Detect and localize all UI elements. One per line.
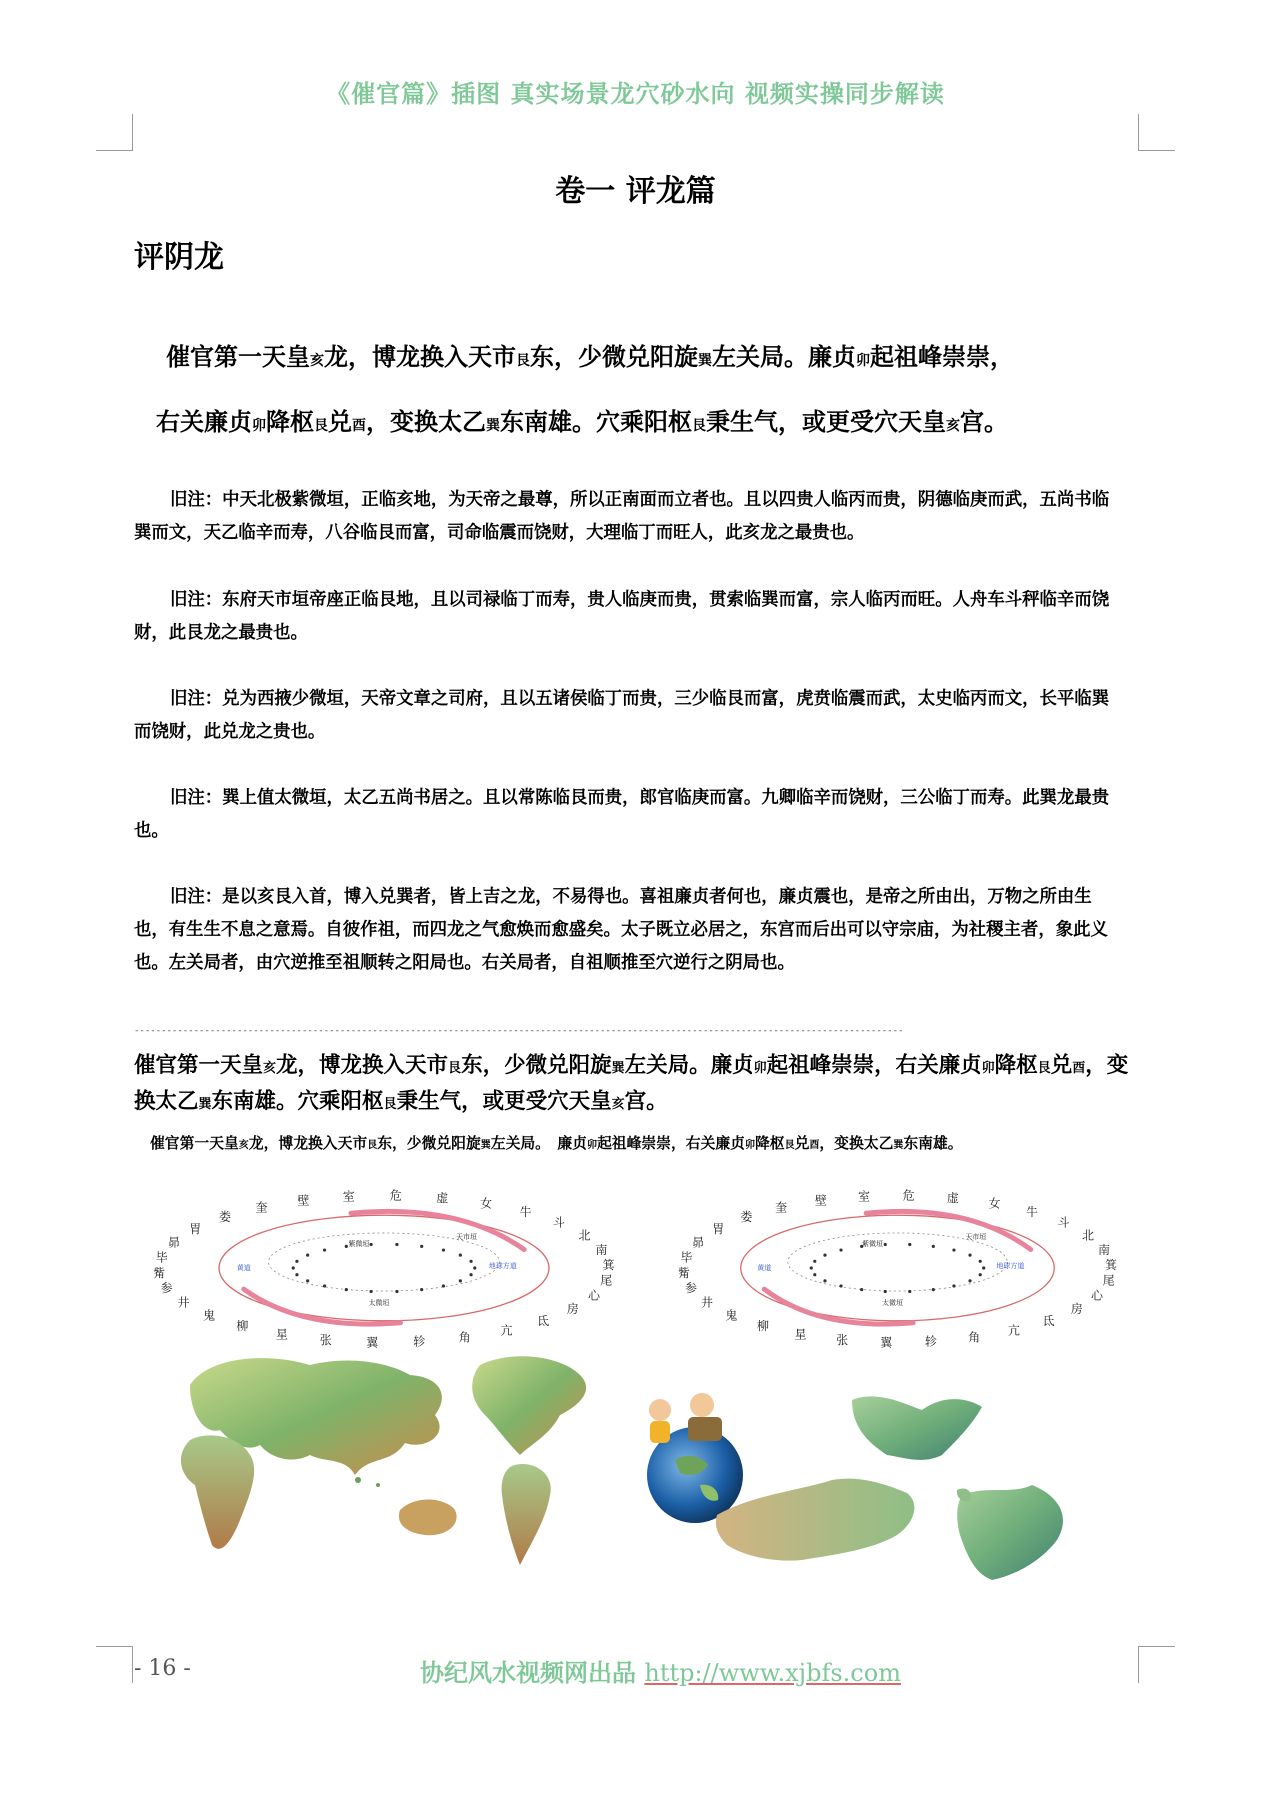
mansion-label: 星	[275, 1327, 288, 1342]
direction-annotation: 卯	[981, 1061, 995, 1076]
verse-text: 东南雄。穴乘阳枢	[211, 1089, 384, 1114]
south-america-shape	[502, 1464, 551, 1565]
star-dot	[932, 1245, 935, 1248]
star-dot	[968, 1254, 971, 1257]
mansion-label: 氐	[1042, 1314, 1055, 1329]
note-paragraph: 旧注：中天北极紫微垣，正临亥地，为天帝之最尊，所以正南面而立者也。且以四贵人临丙而贵，阴德临庚而武，五尚书临巽而文，天乙临辛而寿，八谷临艮而富，司命临震而饶财，大理临丁而旺人，此亥龙之最贵也。	[134, 490, 1110, 543]
note-paragraph: 旧注：兑为西掖少微垣，天帝文章之司府，且以五诸侯临丁而贵，三少临艮而富，虎贲临震而武，太史临丙而文，长平临巽而饶财，此兑龙之贵也。	[134, 689, 1110, 742]
diagram-label: 地球方道	[488, 1262, 517, 1270]
verse-text: 东，少微兑阳旋	[530, 342, 698, 371]
star-dot	[459, 1254, 462, 1257]
verse-repeat	[134, 1049, 1134, 1121]
verse-text: 兑	[328, 407, 352, 436]
star-dot	[442, 1248, 445, 1251]
mansion-label: 毕	[680, 1250, 693, 1265]
verse-text: 降枢	[994, 1053, 1038, 1078]
crop-mark-top-left	[96, 114, 133, 151]
mansion-label: 虚	[946, 1190, 959, 1205]
mansion-label: 尾	[1102, 1273, 1115, 1288]
direction-annotation: 艮	[1037, 1061, 1051, 1076]
mansion-label: 奎	[775, 1200, 788, 1215]
star-dot	[839, 1248, 842, 1251]
verse-text: 东南雄。	[903, 1135, 963, 1152]
star-dot	[952, 1284, 955, 1287]
diagram-label: 黄道	[757, 1264, 772, 1272]
star-dot	[952, 1248, 955, 1251]
star-dot	[968, 1279, 971, 1282]
mansion-label: 壁	[297, 1193, 310, 1208]
mansion-label: 南	[1097, 1242, 1110, 1257]
mansion-label: 斗	[552, 1215, 565, 1230]
verse-text: 降枢	[754, 1135, 785, 1152]
star-dot	[839, 1284, 842, 1287]
star-map-left	[134, 1180, 634, 1350]
diagram-label: 天市垣	[456, 1232, 477, 1241]
star-dot	[469, 1260, 472, 1263]
mansion-label: 南	[595, 1242, 608, 1257]
mansion-label: 柳	[756, 1319, 769, 1334]
direction-annotation: 卯	[753, 1061, 767, 1076]
mansion-label: 胃	[189, 1221, 202, 1236]
chapter-title: 卷一 评龙篇	[555, 174, 716, 209]
mansion-label: 鬼	[725, 1308, 738, 1323]
direction-annotation: 艮	[516, 353, 530, 369]
mansion-label: 井	[177, 1295, 190, 1310]
star-dot	[469, 1273, 472, 1276]
verse-text: 催官第一天皇	[150, 1135, 239, 1152]
note-paragraph: 旧注：是以亥艮入首，博入兑巽者，皆上吉之龙，不易得也。喜祖廉贞者何也，廉贞震也，是帝之所由出，万物之所由生也，有生生不息之意焉。自彼作祖，而四龙之气愈焕而愈盛矣。太子既立必居之，东宫而后出可以守宗庙，为社稷主者，象此义也。左关局者，由穴逆推至祖顺转之阳局也。右关局者，自祖顺推至穴逆行之阴局也。	[134, 887, 1108, 973]
direction-annotation: 艮	[784, 1140, 795, 1151]
star-dot	[823, 1254, 826, 1257]
direction-annotation: 巽	[486, 418, 500, 434]
mansion-label: 北	[578, 1228, 591, 1243]
constellation-outline	[269, 1233, 500, 1291]
mansion-label: 心	[588, 1288, 601, 1303]
direction-annotation: 酉	[352, 418, 366, 434]
mansion-label: 箕	[602, 1258, 615, 1273]
verse-line-1	[166, 337, 1014, 372]
direction-annotation: 亥	[238, 1140, 249, 1151]
mansion-label: 娄	[218, 1209, 231, 1224]
direction-annotation: 艮	[692, 418, 706, 434]
star-dot	[908, 1243, 911, 1246]
direction-annotation: 亥	[946, 418, 960, 434]
star-dot	[473, 1266, 476, 1269]
mansion-label: 翼	[880, 1335, 893, 1350]
star-dot	[860, 1288, 863, 1291]
north-central-region	[716, 1479, 915, 1561]
star-dot	[813, 1273, 816, 1276]
star-dot	[395, 1290, 398, 1293]
mansion-label: 亢	[1007, 1323, 1020, 1338]
mansion-label: 张	[836, 1333, 849, 1348]
star-dot	[813, 1260, 816, 1263]
direction-annotation: 卯	[586, 1140, 597, 1151]
crop-mark-top-right	[1138, 114, 1175, 151]
mansion-label: 昴	[691, 1235, 704, 1250]
star-dot	[295, 1260, 298, 1263]
mansion-label: 轸	[413, 1334, 426, 1349]
direction-annotation: 亥	[263, 1061, 277, 1076]
australia-shape	[399, 1499, 457, 1535]
verse-text: 左关局。廉贞	[624, 1053, 754, 1078]
mansion-label: 柳	[236, 1319, 249, 1334]
star-dot	[292, 1266, 295, 1269]
star-dot	[442, 1284, 445, 1287]
mansion-label: 昴	[167, 1235, 180, 1250]
mansion-label: 角	[968, 1330, 981, 1345]
verse-text: 龙，博龙换入天市	[324, 342, 516, 371]
star-dot	[884, 1243, 887, 1246]
star-dot	[395, 1243, 398, 1246]
star-dot	[345, 1245, 348, 1248]
verse-text: 兑	[1050, 1053, 1073, 1078]
star-dot	[323, 1284, 326, 1287]
footer-brand	[420, 1653, 901, 1688]
mansion-label: 毕	[155, 1250, 168, 1265]
verse-text: 右关廉贞	[156, 407, 252, 436]
verse-text: 催官第一天皇	[166, 342, 310, 371]
verse-text: 左关局。廉贞	[712, 342, 856, 371]
note-paragraph: 旧注：巽上值太微垣，太乙五尚书居之。且以常陈临艮而贵，郎官临庚而富。九卿临辛而饶财，三公临丁而寿。此巽龙最贵也。	[134, 788, 1110, 841]
star-map-right	[660, 1180, 1135, 1350]
direction-annotation: 巽	[198, 1097, 212, 1112]
star-dot	[459, 1279, 462, 1282]
diagram-label: 太微垣	[368, 1298, 390, 1307]
figure-caption	[150, 1132, 963, 1153]
verse-text: 起祖峰崇崇，右关廉贞	[596, 1135, 745, 1152]
mansion-label: 虚	[436, 1190, 449, 1205]
island-region	[957, 1488, 971, 1501]
verse-text: 龙，博龙换入天市	[248, 1135, 368, 1152]
star-dot	[369, 1243, 372, 1246]
page-number: - 16 -	[134, 1656, 191, 1681]
mansion-label: 壁	[814, 1193, 827, 1208]
mansion-label: 氐	[537, 1314, 550, 1329]
direction-annotation: 亥	[611, 1097, 625, 1112]
star-dot	[306, 1254, 309, 1257]
direction-annotation: 巽	[698, 353, 712, 369]
mansion-label: 斗	[1057, 1215, 1070, 1230]
china-region-map	[712, 1385, 1122, 1595]
verse-text: 左关局。 廉贞	[490, 1135, 587, 1152]
mansion-label: 张	[319, 1333, 332, 1348]
star-dot	[979, 1273, 982, 1276]
direction-annotation: 酉	[809, 1140, 820, 1151]
crop-mark-bottom-right	[1138, 1646, 1175, 1683]
star-dot	[932, 1288, 935, 1291]
diagram-label: 地球方道	[996, 1262, 1025, 1270]
mansion-label: 亢	[500, 1323, 513, 1338]
verse-text: 宫。	[960, 407, 1008, 436]
mansion-label: 轸	[924, 1334, 937, 1349]
direction-annotation: 巽	[611, 1061, 625, 1076]
star-dot	[810, 1266, 813, 1269]
verse-line-2	[156, 402, 1008, 437]
direction-annotation: 卯	[856, 353, 870, 369]
section-title: 评阴龙	[134, 240, 224, 275]
verse-text: 龙，博龙换入天市	[276, 1053, 449, 1078]
crop-mark-bottom-left	[96, 1646, 133, 1683]
star-dot	[979, 1260, 982, 1263]
africa-shape	[181, 1435, 254, 1548]
mansion-label: 鬼	[203, 1308, 216, 1323]
direction-annotation: 艮	[367, 1140, 378, 1151]
mansion-label: 箕	[1104, 1258, 1117, 1273]
mansion-label: 危	[389, 1188, 402, 1203]
mansion-label: 牛	[519, 1204, 532, 1219]
dashed-separator: ----------------------------------------------------------------------------------------------------------------------------------------------	[134, 1026, 904, 1036]
diagram-label: 黄道	[236, 1264, 251, 1272]
mansion-label: 星	[794, 1327, 807, 1342]
mansion-label: 角	[458, 1330, 471, 1345]
mansion-label: 觜	[678, 1265, 691, 1280]
mansion-label: 室	[858, 1189, 871, 1204]
footer-brand-text: 协纪风水视频网出品	[420, 1658, 645, 1687]
verse-text: 起祖峰崇崇，	[870, 342, 1014, 371]
verse-text: 催官第一天皇	[134, 1053, 264, 1078]
mansion-label: 室	[342, 1189, 355, 1204]
direction-annotation: 卯	[744, 1140, 755, 1151]
constellation-outline	[788, 1233, 1007, 1291]
footer-url-link[interactable]: http://www.xjbfs.com	[644, 1659, 901, 1687]
southeast-region	[957, 1485, 1063, 1580]
direction-annotation: 艮	[314, 418, 328, 434]
star-dot	[884, 1290, 887, 1293]
star-dot	[306, 1279, 309, 1282]
star-dot	[823, 1279, 826, 1282]
world-map-illustration	[150, 1345, 620, 1575]
mansion-label: 胃	[712, 1221, 725, 1236]
star-dot	[345, 1288, 348, 1291]
note-paragraph: 旧注：东府天市垣帝座正临艮地，且以司禄临丁而寿，贵人临庚而贵，贯索临巽而富，宗人临丙而旺。人舟车斗秤临辛而饶财，此艮龙之最贵也。	[134, 590, 1110, 643]
mansion-label: 女	[988, 1196, 1001, 1211]
diagram-label: 紫微垣	[862, 1240, 883, 1248]
verse-text: 宫。	[624, 1089, 668, 1114]
star-dot	[982, 1266, 985, 1269]
direction-annotation: 卯	[252, 418, 266, 434]
verse-text: 秉生气，或更受穴天皇	[706, 407, 946, 436]
star-dot	[420, 1288, 423, 1291]
diagram-label: 天市垣	[965, 1232, 987, 1241]
mansion-label: 井	[701, 1295, 714, 1310]
mansion-label: 娄	[740, 1209, 753, 1224]
mansion-label: 翼	[366, 1335, 379, 1350]
mansion-label: 牛	[1026, 1204, 1039, 1219]
verse-text: 降枢	[266, 407, 314, 436]
direction-annotation: 巽	[480, 1140, 491, 1151]
direction-annotation: 亥	[310, 353, 324, 369]
mansion-label: 房	[1070, 1302, 1083, 1317]
direction-annotation: 艮	[448, 1061, 462, 1076]
northeast-region	[852, 1396, 982, 1460]
mansion-label: 房	[566, 1302, 579, 1317]
star-dot	[369, 1290, 372, 1293]
mansion-label: 参	[160, 1281, 173, 1296]
direction-annotation: 艮	[383, 1097, 397, 1112]
direction-annotation: 巽	[893, 1140, 904, 1151]
star-dot	[323, 1248, 326, 1251]
mansion-label: 北	[1081, 1228, 1094, 1243]
scholar-figure-right	[690, 1393, 714, 1417]
verse-text: 兑	[794, 1135, 810, 1152]
child-figure-left	[649, 1399, 671, 1421]
diagram-label: 太微垣	[882, 1298, 903, 1307]
verse-text: 东，少微兑阳旋	[461, 1053, 612, 1078]
north-america-shape	[472, 1356, 586, 1455]
verse-text: 起祖峰崇崇，右关廉贞	[766, 1053, 982, 1078]
mansion-label: 女	[480, 1196, 493, 1211]
verse-text: 东，少微兑阳旋	[377, 1135, 481, 1152]
mansion-label: 觜	[153, 1265, 166, 1280]
mansion-label: 奎	[255, 1200, 268, 1215]
verse-text: ，变换太乙	[819, 1135, 894, 1152]
mansion-label: 心	[1091, 1288, 1104, 1303]
page-header: 《催官篇》插图 真实场景龙穴砂水向 视频实操同步解读	[326, 79, 945, 108]
mansion-label: 尾	[600, 1273, 613, 1288]
star-dot	[295, 1273, 298, 1276]
star-dot	[420, 1245, 423, 1248]
verse-text: 东南雄。穴乘阳枢	[500, 407, 692, 436]
mansion-label: 危	[902, 1188, 915, 1203]
diagram-label: 紫微垣	[348, 1240, 370, 1248]
verse-text: 秉生气，或更受穴天皇	[396, 1089, 612, 1114]
mansion-label: 参	[685, 1281, 698, 1296]
direction-annotation: 酉	[1072, 1061, 1086, 1076]
verse-text: ，变换太乙	[366, 407, 486, 436]
verse-text: ，变换太乙	[134, 1053, 1129, 1114]
star-dot	[908, 1290, 911, 1293]
